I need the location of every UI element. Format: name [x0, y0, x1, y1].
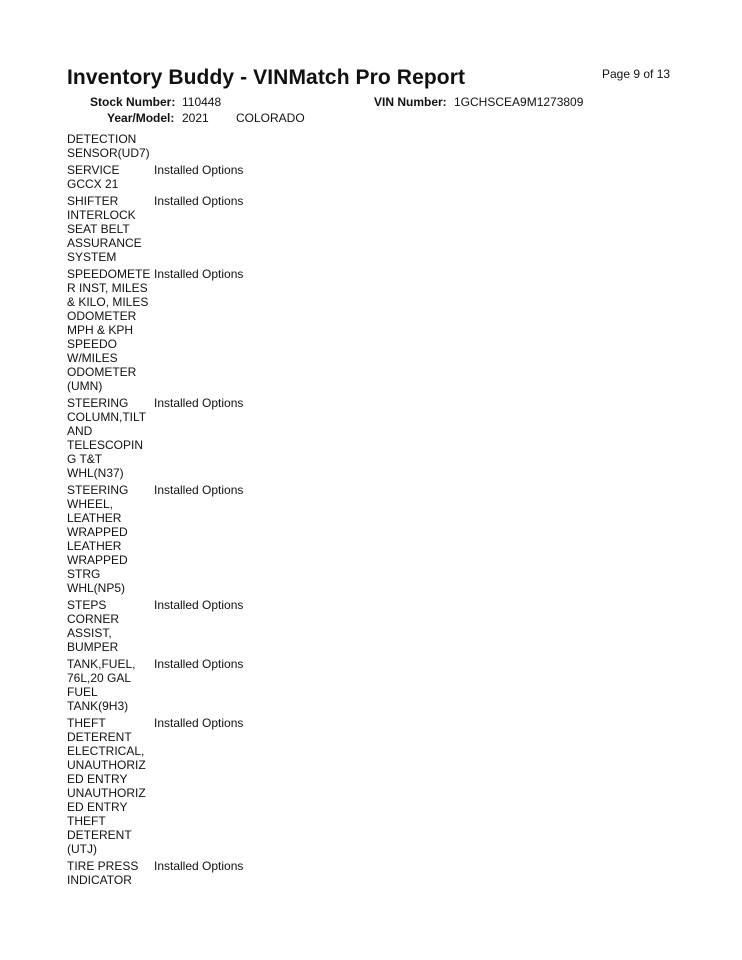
option-name: THEFT DETERENT ELECTRICAL, UNAUTHORIZ ED ENTRY UNAUTHORIZ ED ENTRY THEFT DETERENT (UTJ)	[67, 716, 146, 856]
option-row	[67, 267, 367, 396]
option-name: STEPS CORNER ASSIST, BUMPER	[67, 598, 120, 654]
option-category: Installed Options	[154, 598, 244, 612]
option-row	[67, 163, 367, 194]
year-model-label: Year/Model:	[107, 111, 175, 125]
option-name: SERVICE GCCX 21	[67, 163, 120, 191]
page-number: Page 9 of 13	[602, 67, 671, 81]
vin-number-value: 1GCHSCEA9M1273809	[454, 95, 584, 109]
year-value: 2021	[182, 111, 209, 125]
option-name: STEERING COLUMN,TILT AND TELESCOPIN G T&T WHL(N37)	[67, 396, 147, 480]
model-value: COLORADO	[236, 111, 305, 125]
option-row	[67, 598, 367, 657]
option-category: Installed Options	[154, 716, 244, 730]
option-category: Installed Options	[154, 194, 244, 208]
option-name: DETECTION SENSOR(UD7)	[67, 132, 150, 160]
report-title: Inventory Buddy - VINMatch Pro Report	[67, 66, 466, 89]
option-row	[67, 483, 367, 598]
option-name: SHIFTER INTERLOCK SEAT BELT ASSURANCE SYSTEM	[67, 194, 142, 264]
option-row	[67, 396, 367, 483]
option-name: SPEEDOMETE R INST, MILES & KILO, MILES ODOMETER MPH & KPH SPEEDO W/MILES ODOMETER (UMN)	[67, 267, 151, 393]
option-name: TANK,FUEL, 76L,20 GAL FUEL TANK(9H3)	[67, 657, 136, 713]
stock-number-value: 110448	[182, 95, 222, 109]
option-row	[67, 132, 367, 163]
option-category: Installed Options	[154, 859, 244, 873]
option-category: Installed Options	[154, 163, 244, 177]
option-category: Installed Options	[154, 396, 244, 410]
option-row	[67, 657, 367, 716]
option-category: Installed Options	[154, 267, 244, 281]
option-name: STEERING WHEEL, LEATHER WRAPPED LEATHER WRAPPED STRG WHL(NP5)	[67, 483, 129, 595]
option-row	[67, 194, 367, 267]
option-row	[67, 859, 367, 890]
option-category: Installed Options	[154, 657, 244, 671]
stock-number-label: Stock Number:	[90, 95, 176, 109]
options-list	[67, 132, 367, 890]
option-row	[67, 716, 367, 859]
option-name: TIRE PRESS INDICATOR	[67, 859, 139, 887]
option-category: Installed Options	[154, 483, 244, 497]
vin-number-label: VIN Number:	[374, 95, 447, 109]
